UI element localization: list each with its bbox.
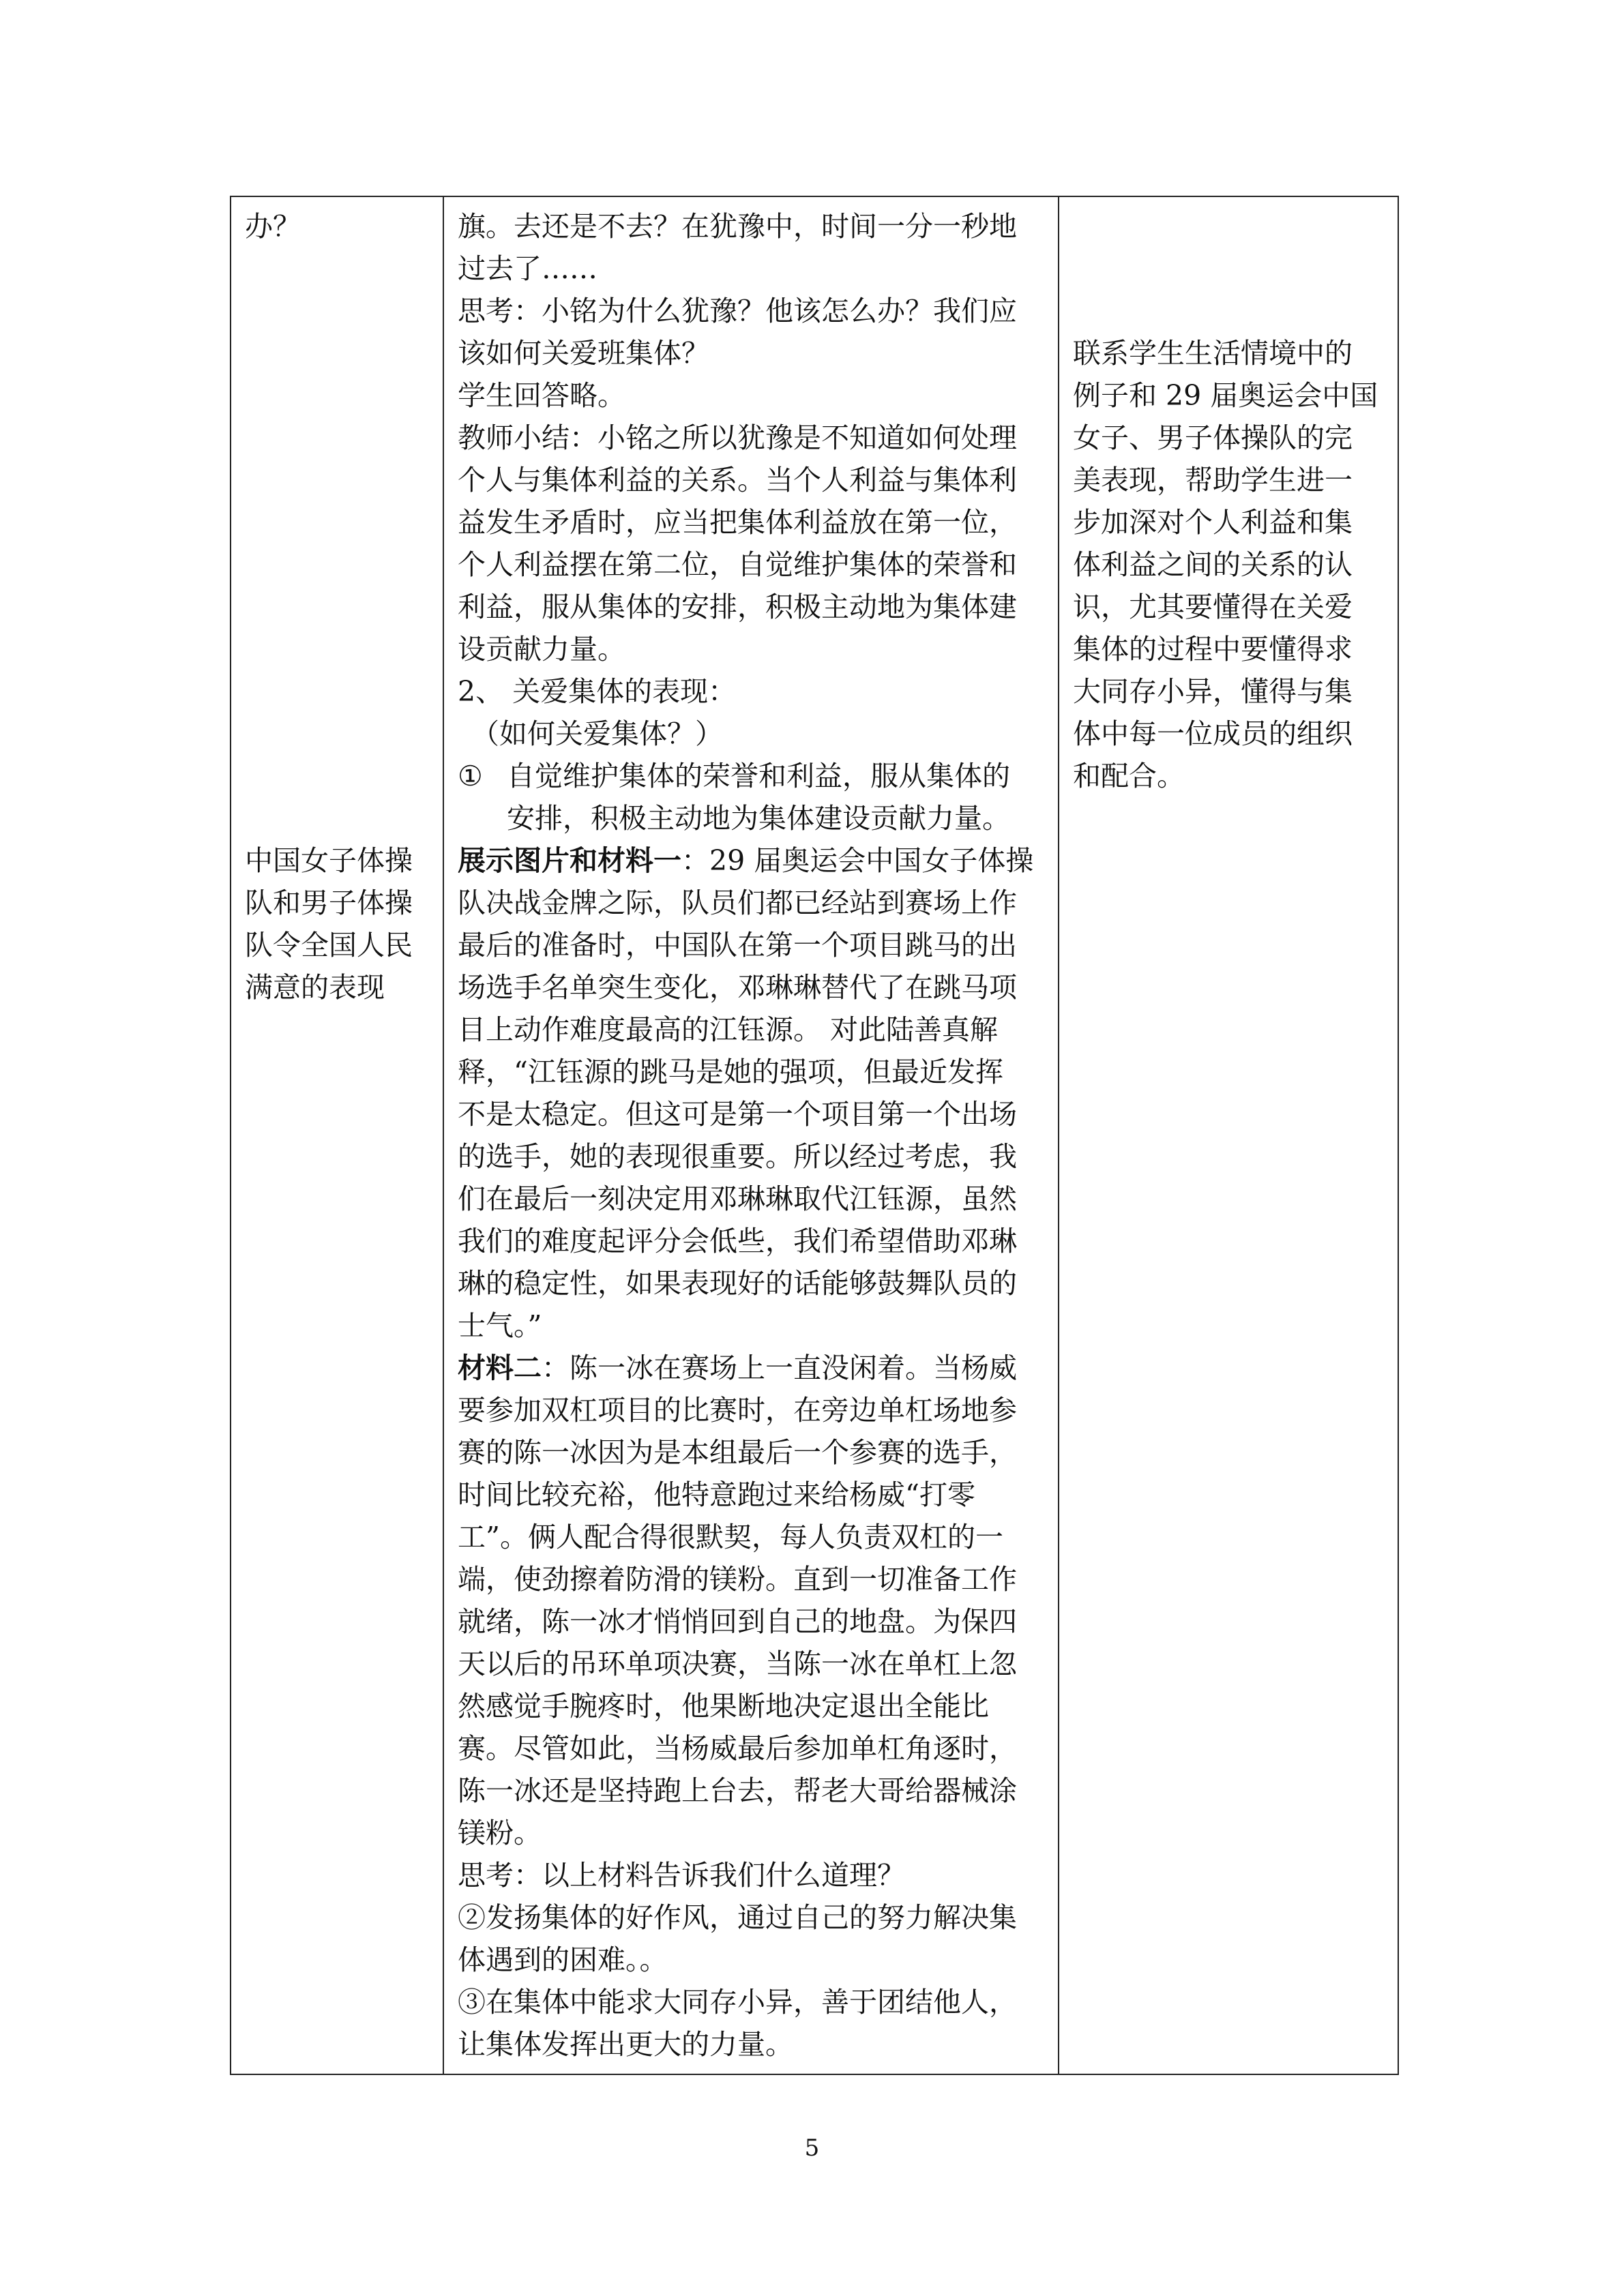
material-two-label: 材料二 bbox=[458, 1352, 542, 1384]
content-line: 该如何关爱班集体？ bbox=[458, 337, 709, 370]
purpose-line: 联系学生生活情境中的 bbox=[1073, 337, 1353, 370]
content-line: 然感觉手腕疼时，他果断地决定退出全能比 bbox=[458, 1690, 989, 1723]
content-line: 最后的准备时，中国队在第一个项目跳马的出 bbox=[458, 929, 1017, 961]
topic-line: 队和男子体操 bbox=[245, 886, 413, 919]
content-line: 要参加双杠项目的比赛时，在旁边单杠场地参 bbox=[458, 1394, 1017, 1427]
material-two-text: ：陈一冰在赛场上一直没闲着。当杨威 bbox=[542, 1352, 1017, 1384]
topic-line: 队令全国人民 bbox=[245, 929, 413, 961]
content-line: ③在集体中能求大同存小异，善于团结他人， bbox=[458, 1986, 1017, 2018]
content-line: 就绪，陈一冰才悄悄回到自己的地盘。为保四 bbox=[458, 1605, 1017, 1638]
purpose-line: 体中每一位成员的组织 bbox=[1073, 717, 1353, 750]
content-line: 时间比较充裕，他特意跑过来给杨威“打零 bbox=[458, 1478, 975, 1511]
topic-line: 满意的表现 bbox=[245, 971, 385, 1004]
item-text: 自觉维护集体的荣誉和利益，服从集体的 bbox=[507, 760, 1010, 792]
purpose-line: 例子和 29 届奥运会中国 bbox=[1073, 379, 1378, 412]
purpose-column bbox=[1059, 196, 1398, 2074]
content-line: 设贡献力量。 bbox=[458, 633, 625, 666]
content-line: ②发扬集体的好作风，通过自己的努力解决集 bbox=[458, 1901, 1017, 1934]
content-line: 学生回答略。 bbox=[458, 379, 625, 412]
content-line: 旗。去还是不去？在犹豫中，时间一分一秒地 bbox=[458, 210, 1017, 243]
content-line: 教师小结：小铭之所以犹豫是不知道如何处理 bbox=[458, 421, 1017, 454]
content-line: 赛的陈一冰因为是本组最后一个参赛的选手， bbox=[458, 1436, 1017, 1469]
content-line: 思考：小铭为什么犹豫？他该怎么办？我们应 bbox=[458, 295, 1017, 327]
material-one-first-line bbox=[458, 839, 1044, 882]
content-line: 利益，服从集体的安排，积极主动地为集体建 bbox=[458, 591, 1017, 623]
content-line: 镁粉。 bbox=[458, 1817, 542, 1849]
content-line: 我们的难度起评分会低些，我们希望借助邓琳 bbox=[458, 1225, 1017, 1257]
item-number: ① bbox=[458, 760, 483, 792]
material-two-first-line bbox=[458, 1347, 1044, 1389]
purpose-line: 步加深对个人利益和集 bbox=[1073, 506, 1353, 539]
lesson-table bbox=[230, 196, 1399, 2075]
content-line: 的选手，她的表现很重要。所以经过考虑，我 bbox=[458, 1140, 1017, 1173]
content-line: 思考：以上材料告诉我们什么道理？ bbox=[458, 1859, 905, 1892]
material-one-label: 展示图片和材料一 bbox=[458, 844, 681, 877]
topic-top-text: 办？ bbox=[245, 210, 301, 243]
purpose-line: 体利益之间的关系的认 bbox=[1073, 548, 1353, 581]
content-line: 琳的稳定性，如果表现好的话能够鼓舞队员的 bbox=[458, 1267, 1017, 1300]
material-one-text: ：29 届奥运会中国女子体操 bbox=[681, 844, 1034, 877]
topic-column bbox=[231, 196, 443, 2074]
content-line: （如何关爱集体？） bbox=[471, 717, 723, 750]
purpose-line: 识，尤其要懂得在关爱 bbox=[1073, 591, 1353, 623]
page-number: 5 bbox=[804, 2134, 820, 2162]
content-line: 们在最后一刻决定用邓琳琳取代江钰源，虽然 bbox=[458, 1182, 1017, 1215]
content-line: 体遇到的困难。。 bbox=[458, 1943, 668, 1976]
content-line: 不是太稳定。但这可是第一个项目第一个出场 bbox=[458, 1098, 1017, 1131]
content-line: 释，“江钰源的跳马是她的强项，但最近发挥 bbox=[458, 1056, 1003, 1088]
content-line: 士气。” bbox=[458, 1309, 542, 1342]
purpose-line: 集体的过程中要懂得求 bbox=[1073, 633, 1353, 666]
content-line: 目上动作难度最高的江钰源。 对此陆善真解 bbox=[458, 1013, 999, 1046]
list-item bbox=[458, 755, 1044, 797]
content-line: 天以后的吊环单项决赛，当陈一冰在单杠上忽 bbox=[458, 1648, 1017, 1680]
content-line: 赛。尽管如此，当杨威最后参加单杠角逐时， bbox=[458, 1732, 1017, 1765]
topic-line: 中国女子体操 bbox=[245, 844, 413, 877]
purpose-line: 大同存小异，懂得与集 bbox=[1073, 675, 1353, 708]
content-line: 工”。俩人配合得很默契，每人负责双杠的一 bbox=[458, 1521, 1003, 1553]
content-line: 个人与集体利益的关系。当个人利益与集体利 bbox=[458, 464, 1017, 496]
content-line: 队决战金牌之际，队员们都已经站到赛场上作 bbox=[458, 886, 1017, 919]
content-line: 陈一冰还是坚持跑上台去，帮老大哥给器械涂 bbox=[458, 1774, 1017, 1807]
purpose-line: 和配合。 bbox=[1073, 760, 1185, 792]
section-heading: 2、 关爱集体的表现： bbox=[458, 675, 737, 708]
content-line: 过去了…… bbox=[458, 252, 597, 285]
content-line: 让集体发挥出更大的力量。 bbox=[458, 2028, 793, 2061]
content-line: 个人利益摆在第二位，自觉维护集体的荣誉和 bbox=[458, 548, 1017, 581]
purpose-line: 美表现，帮助学生进一 bbox=[1073, 464, 1353, 496]
content-line: 场选手名单突生变化，邓琳琳替代了在跳马项 bbox=[458, 971, 1017, 1004]
content-line: 益发生矛盾时，应当把集体利益放在第一位， bbox=[458, 506, 1017, 539]
content-line: 端，使劲擦着防滑的镁粉。直到一切准备工作 bbox=[458, 1563, 1017, 1596]
purpose-line: 女子、男子体操队的完 bbox=[1073, 421, 1353, 454]
content-column bbox=[443, 196, 1059, 2074]
item-text-cont: 安排，积极主动地为集体建设贡献力量。 bbox=[507, 802, 1010, 835]
